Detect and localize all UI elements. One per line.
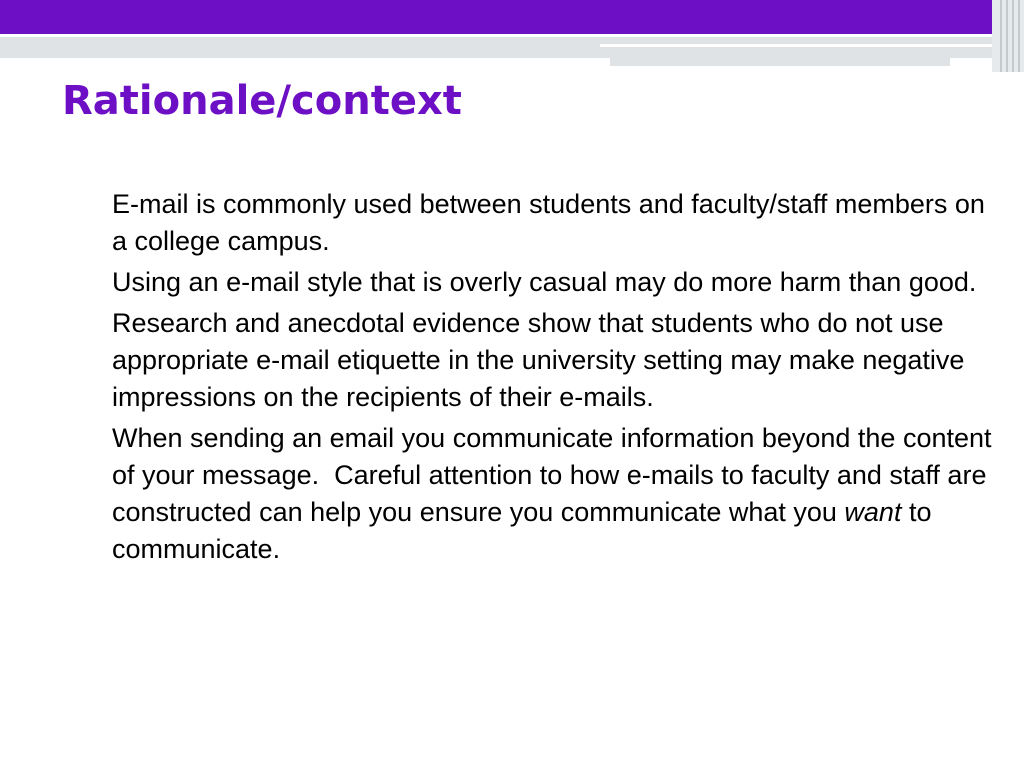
body-paragraph: E-mail is commonly used between students and faculty/staff members on a college campus. [112, 189, 993, 256]
decorative-vertical-bars [992, 0, 1024, 72]
body-paragraph [112, 420, 1004, 568]
slide-body [112, 186, 1004, 572]
slide-title: Rationale/context [62, 78, 462, 124]
body-paragraph: Using an e-mail style that is overly casual may do more harm than good. [112, 267, 977, 297]
emphasized-word: want [844, 497, 902, 527]
header-color-band [0, 0, 1024, 34]
decorative-rule-short [610, 58, 950, 66]
decorative-rule [0, 37, 1024, 58]
decorative-rule-highlight [600, 44, 1024, 47]
paragraph-text: to communicate. [112, 497, 940, 564]
paragraph-text: When sending an email you communicate information beyond the content of your message. Careful attention to how e-mails to faculty and staff are constructed can help you ensure you communicate what you [112, 423, 1000, 527]
body-paragraph: Research and anecdotal evidence show that students who do not use appropriate e-mail etiquette in the university setting may make negative impressions on the recipients of their e-mails. [112, 308, 972, 412]
